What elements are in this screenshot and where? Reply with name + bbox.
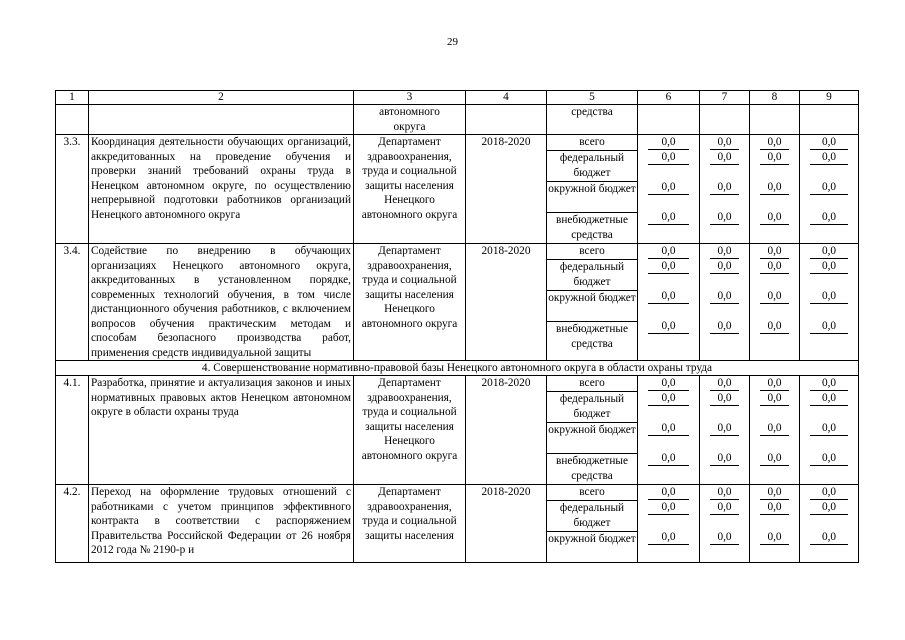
item-number: 4.1.: [56, 376, 89, 485]
value: 0,0: [648, 485, 689, 500]
value: 0,0: [810, 289, 848, 304]
source-cell: [547, 244, 638, 361]
responsible-line: автономного: [379, 106, 440, 118]
value: 0,0: [760, 319, 789, 334]
funding-source: внебюджетные средства: [555, 455, 628, 482]
value: 0,0: [760, 391, 789, 406]
value: 0,0: [760, 135, 789, 150]
header-cell: 5: [547, 91, 638, 105]
header-cell: 2: [89, 91, 354, 105]
responsible-cell: Департамент здравоохранения, труда и социальной защиты населения Ненецкого автономного округа: [354, 376, 466, 485]
value: 0,0: [648, 376, 689, 391]
cell-empty: [56, 105, 89, 135]
funding-source: окружной бюджет: [548, 533, 636, 545]
funding-source: всего: [579, 377, 605, 389]
value-cell: [750, 244, 800, 361]
value-cell: [700, 244, 750, 361]
value: 0,0: [810, 135, 848, 150]
value-cell: [638, 135, 700, 244]
program-table: [55, 90, 859, 563]
table-row: [56, 135, 859, 244]
value: 0,0: [710, 376, 739, 391]
source-cell: [547, 135, 638, 244]
header-cell: 4: [466, 91, 547, 105]
cell-empty: [89, 105, 354, 135]
funding-source: всего: [579, 136, 605, 148]
value-cell: [638, 244, 700, 361]
funding-source: федеральный бюджет: [559, 152, 625, 179]
cell-empty: [750, 105, 800, 135]
cell-empty: [700, 105, 750, 135]
column-number-header: [56, 91, 859, 105]
value: 0,0: [710, 210, 739, 225]
source-cell: [547, 376, 638, 485]
value-cell: [750, 376, 800, 485]
item-title: Содействие по внедрению в обучающих организациях Ненецкого автономного округа, аккредитованных в установленном порядке, современных технологий обучения, в том числе дистанционного обучения работников, с включением вопросов обучения практическим методам и способам безопасного производства работ, применения средств индивидуальной защиты: [89, 244, 354, 361]
value: 0,0: [810, 376, 848, 391]
value-cell: [638, 376, 700, 485]
value: 0,0: [710, 530, 739, 545]
value: 0,0: [760, 500, 789, 515]
value: 0,0: [760, 485, 789, 500]
table-row: [56, 376, 859, 485]
header-cell: 6: [638, 91, 700, 105]
responsible-cell: Департамент здравоохранения, труда и социальной защиты населения Ненецкого автономного округа: [354, 135, 466, 244]
value: 0,0: [648, 210, 689, 225]
value: 0,0: [760, 210, 789, 225]
value: 0,0: [710, 451, 739, 466]
value: 0,0: [810, 210, 848, 225]
item-title: Переход на оформление трудовых отношений с работниками с учетом принципов эффективного контракта в соответствии с распоряжением Правительства Российской Федерации от 26 ноября 2012 года № 2190-р и: [89, 485, 354, 563]
funding-source: окружной бюджет: [548, 292, 636, 304]
value: 0,0: [760, 259, 789, 274]
funding-source: внебюджетные средства: [555, 323, 628, 350]
value-cell: [800, 244, 859, 361]
value: 0,0: [810, 451, 848, 466]
value: 0,0: [760, 421, 789, 436]
header-cell: 9: [800, 91, 859, 105]
item-number: 3.3.: [56, 135, 89, 244]
value: 0,0: [810, 485, 848, 500]
value: 0,0: [760, 530, 789, 545]
table-row: [56, 485, 859, 563]
period-cell: 2018-2020: [466, 485, 547, 563]
funding-source: всего: [579, 245, 605, 257]
value: 0,0: [760, 150, 789, 165]
value: 0,0: [648, 289, 689, 304]
value: 0,0: [710, 180, 739, 195]
value: 0,0: [648, 319, 689, 334]
value: 0,0: [760, 376, 789, 391]
value: 0,0: [760, 451, 789, 466]
funding-source: федеральный бюджет: [559, 502, 625, 529]
value: 0,0: [810, 530, 848, 545]
value: 0,0: [710, 135, 739, 150]
value: 0,0: [648, 150, 689, 165]
funding-source: федеральный бюджет: [559, 393, 625, 420]
value-cell: [800, 376, 859, 485]
value: 0,0: [648, 451, 689, 466]
value: 0,0: [810, 421, 848, 436]
value-cell: [638, 485, 700, 563]
value: 0,0: [810, 259, 848, 274]
funding-source: всего: [579, 486, 605, 498]
value: 0,0: [710, 150, 739, 165]
funding-source: внебюджетные средства: [555, 214, 628, 241]
value: 0,0: [710, 421, 739, 436]
cell-empty: [638, 105, 700, 135]
item-title: Разработка, принятие и актуализация законов и иных нормативных правовых актов Ненецком автономном округе в области охраны труда: [89, 376, 354, 485]
value: 0,0: [710, 319, 739, 334]
responsible-cell: Департамент здравоохранения, труда и социальной защиты населения Ненецкого автономного округа: [354, 244, 466, 361]
value: 0,0: [710, 485, 739, 500]
item-number: 3.4.: [56, 244, 89, 361]
value-cell: [700, 485, 750, 563]
value-cell: [750, 135, 800, 244]
value-cell: [800, 485, 859, 563]
value-cell: [700, 135, 750, 244]
header-cell: 7: [700, 91, 750, 105]
value: 0,0: [810, 319, 848, 334]
cell-empty: [466, 105, 547, 135]
value: 0,0: [710, 500, 739, 515]
value: 0,0: [710, 259, 739, 274]
table-row: [56, 244, 859, 361]
value: 0,0: [648, 500, 689, 515]
period-cell: 2018-2020: [466, 244, 547, 361]
responsible-cell: Департамент здравоохранения, труда и социальной защиты населения: [354, 485, 466, 563]
source-cell: средства: [547, 105, 638, 135]
page-number: 29: [447, 36, 458, 48]
value: 0,0: [760, 244, 789, 259]
responsible-line: округа: [393, 120, 426, 133]
value: 0,0: [810, 244, 848, 259]
item-number: 4.2.: [56, 485, 89, 563]
value: 0,0: [648, 530, 689, 545]
value-cell: [750, 485, 800, 563]
period-cell: 2018-2020: [466, 376, 547, 485]
section-heading: 4. Совершенствование нормативно-правовой базы Ненецкого автономного округа в области охраны труда: [56, 361, 859, 376]
cell-empty: [800, 105, 859, 135]
header-cell: 8: [750, 91, 800, 105]
value: 0,0: [710, 391, 739, 406]
funding-source: окружной бюджет: [548, 183, 636, 195]
value: 0,0: [810, 391, 848, 406]
section-heading-row: [56, 361, 859, 376]
item-title: Координация деятельности обучающих организаций, аккредитованных на проведение обучения и проверки знаний требований охраны труда в Ненецком автономном округе, по осуществлению непрерывной подготовки работников организаций Ненецкого автономного округа: [89, 135, 354, 244]
value: 0,0: [810, 150, 848, 165]
funding-source: окружной бюджет: [548, 424, 636, 436]
value: 0,0: [648, 259, 689, 274]
value: 0,0: [648, 135, 689, 150]
period-cell: 2018-2020: [466, 135, 547, 244]
value: 0,0: [710, 244, 739, 259]
value: 0,0: [648, 244, 689, 259]
responsible-cell: [354, 105, 466, 135]
value-cell: [700, 376, 750, 485]
header-cell: 3: [354, 91, 466, 105]
value: 0,0: [810, 180, 848, 195]
header-cell: 1: [56, 91, 89, 105]
funding-source: федеральный бюджет: [559, 261, 625, 288]
value: 0,0: [710, 289, 739, 304]
source-cell: [547, 485, 638, 563]
value: 0,0: [760, 289, 789, 304]
value: 0,0: [760, 180, 789, 195]
value-cell: [800, 135, 859, 244]
continuation-row: [56, 105, 859, 135]
value: 0,0: [648, 391, 689, 406]
value: 0,0: [648, 180, 689, 195]
value: 0,0: [648, 421, 689, 436]
value: 0,0: [810, 500, 848, 515]
